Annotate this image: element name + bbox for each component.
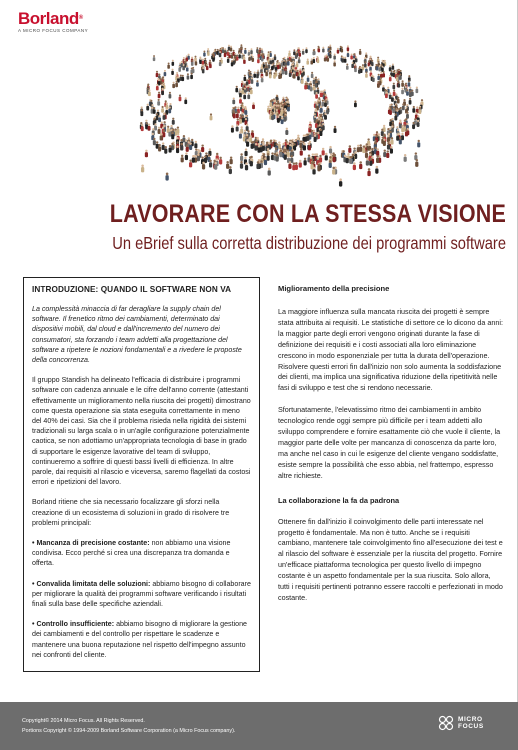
bullet-item (32, 579, 251, 610)
intro-paragraph-1: Il gruppo Standish ha delineato l'efficacia di distribuire i programmi software con cadenza annuale e le cifre dell'anno corrente (attestanti effettivamente un miglioramento nella riuscita dei progetti) dimostrano come questa operazione sia stata eseguita correttamente in meno del 40% dei casi. Sia che il problema risieda nella rigidità dei sistemi tradizionali su larga scala o in un'agile configurazione potenzialmente caotica, se non adottiamo un'appropriata tecnologia di base in grado di supportare le esigenze lavorative del team di sviluppo, continueremo a soffrire di questi bassi livelli di efficienza. In altre parole, dai requisiti al rilascio e viceversa, saremo flagellati da costosi errori e ripetizioni del lavoro. (32, 376, 251, 487)
copyright-line-2: Portions Copyright © 1994-2009 Borland Software Corporation (a Micro Focus company). (22, 728, 236, 734)
logo-wordmark: Borland® (18, 9, 83, 28)
intro-box (23, 277, 260, 672)
bullet-label: • Mancanza di precisione costante: (32, 539, 150, 548)
copyright-line-1: Copyright© 2014 Micro Focus. All Rights Reserved. (22, 718, 145, 724)
intro-heading: INTRODUZIONE: QUANDO IL SOFTWARE NON VA (32, 285, 232, 294)
right-paragraph-3: Ottenere fin dall'inizio il coinvolgimento delle parti interessate nel progetto è fondamentale. Ma non è tutto. Anche se i requisiti cambiano, mantenere tale coinvolgimento fino all'esecuzione dei test e al rilascio del software è essenziale per la riuscita del progetto. Fornire un'efficace piattaforma tecnologica per questo livello di impegno costante è un aspetto fondamentale per la sua riuscita. Solo allora, tutti i requisiti pertinenti potranno essere raccolti e perfezionati in modo costante. (278, 516, 503, 602)
bullet-item (32, 538, 251, 569)
bullet-label: • Convalida limitata delle soluzioni: (32, 579, 151, 588)
right-paragraph-1: La maggiore influenza sulla mancata riuscita dei progetti è sempre stata attribuita ai requisiti. Le statistiche di settore ce lo dicono da anni: la maggior parte degli errori vengono originati durante la fase di definizione dei requisiti e i costi associati alla loro eliminazione crescono in modo esponenziale per tutta la durata dell'operazione. Risolvere questi errori fin dall'inizio non solo aumenta la soddisfazione dei clienti, ma implica una significativa riduzione della ripetitività nelle fasi di sviluppo e test che si rendono necessarie. (278, 307, 503, 393)
micro-focus-logo-icon (438, 715, 454, 731)
section-subheading: La collaborazione la fa da padrona (278, 495, 400, 505)
borland-logo (18, 10, 88, 33)
intro-paragraph-2: Borland ritiene che sia necessario focalizzare gli sforzi nella creazione di un ecosistema di soluzioni in grado di risolvere tre problemi principali: (32, 498, 230, 527)
right-column (278, 284, 503, 615)
bullet-text: non abbiamo una visione condivisa. Ecco perché si crea una discrepanza tra domanda e offerta. (32, 539, 231, 568)
bullet-text: abbiamo bisogno di collaborare per migliorare la qualità dei programmi software verificando i risultati finali sulla base delle specifiche aziendali. (32, 579, 251, 609)
bullet-item (32, 619, 251, 660)
micro-focus-wordmark: MICRO FOCUS (458, 716, 484, 730)
bullet-text: abbiamo bisogno di migliorare la gestione dei cambiamenti e del controllo per rispettare le scadenze e mantenere una buona reputazione nel rispetto dell'impegno assunto nei confronti del cliente. (32, 620, 247, 659)
right-paragraph-2: Sfortunatamente, l'elevatissimo ritmo dei cambiamenti in ambito tecnologico rende oggi sempre più difficile per i team addetti allo sviluppo comprendere e fornire esattamente ciò che vuole il cliente, la maggior parte delle volte per mancanza di conoscenza da parte loro, ma anche nel caso in cui le esigenze del cliente vengano soddisfatte, esiste sempre la possibilità che esso abbia, nel frattempo, espresso altre richieste. (278, 405, 501, 480)
section-heading: Miglioramento della precisione (278, 284, 390, 293)
crowd-eye-image (130, 28, 430, 188)
page-subtitle: Un eBrief sulla corretta distribuzione dei programmi software (112, 233, 507, 253)
footer-bar (0, 702, 518, 750)
intro-italic: La complessità minaccia di far deragliare la supply chain del software. Il frenetico ritmo dei cambiamenti, determinato dai dispositivi mobili, dal cloud e dall'incremento del numero dei consumatori, sta forzando i team addetti alla progettazione del software a ripetere le nozioni fondamentali e a rivedere le proposte della concorrenza. (32, 305, 242, 365)
bullet-label: • Controllo insufficiente: (32, 620, 115, 629)
page-title: LAVORARE CON LA STESSA VISIONE (109, 200, 506, 228)
logo-tagline: A MICRO FOCUS COMPANY (18, 28, 89, 33)
